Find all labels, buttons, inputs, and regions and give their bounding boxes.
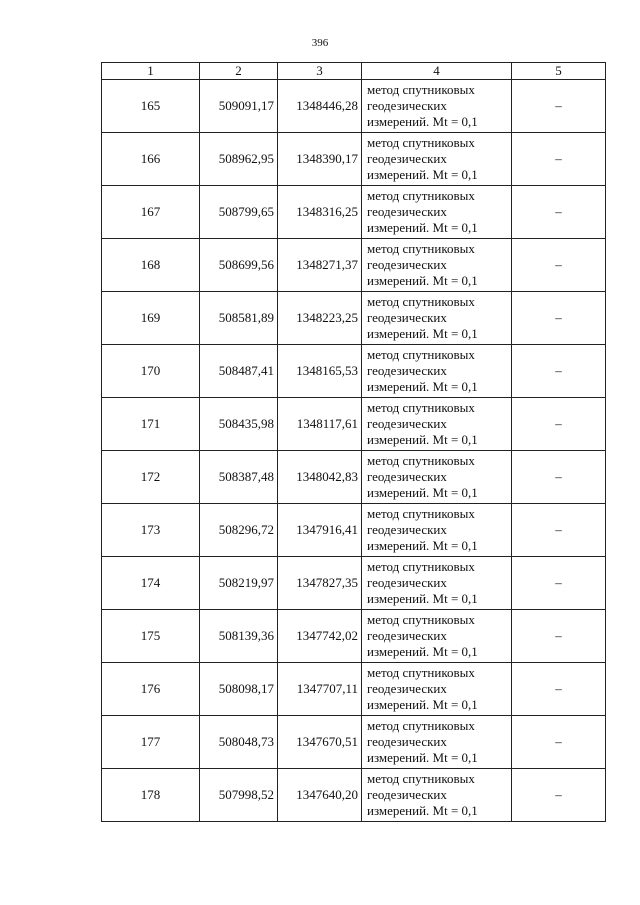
point-number-cell: 172 (102, 451, 200, 504)
table-row (102, 239, 606, 292)
x-coordinate-cell: 508799,65 (200, 186, 278, 239)
method-line: геодезических (367, 734, 447, 749)
method-line: геодезических (367, 522, 447, 537)
method-line: измерений. Mt = 0,1 (367, 644, 478, 659)
x-coordinate-cell: 508699,56 (200, 239, 278, 292)
note-cell: – (512, 345, 606, 398)
y-coordinate-cell: 1348117,61 (278, 398, 362, 451)
y-coordinate-cell: 1347640,20 (278, 769, 362, 822)
page-number: 396 (311, 37, 329, 49)
method-line: геодезических (367, 469, 447, 484)
point-number-cell: 165 (102, 80, 200, 133)
method-line: измерений. Mt = 0,1 (367, 803, 478, 818)
method-cell (362, 663, 512, 716)
note-cell: – (512, 239, 606, 292)
method-line: измерений. Mt = 0,1 (367, 750, 478, 765)
y-coordinate-cell: 1348223,25 (278, 292, 362, 345)
note-cell: – (512, 663, 606, 716)
method-line: измерений. Mt = 0,1 (367, 273, 478, 288)
note-cell: – (512, 80, 606, 133)
column-header-3: 3 (278, 63, 362, 80)
point-number-cell: 166 (102, 133, 200, 186)
column-header-1: 1 (102, 63, 200, 80)
point-number-cell: 167 (102, 186, 200, 239)
method-line: геодезических (367, 787, 447, 802)
method-line: измерений. Mt = 0,1 (367, 220, 478, 235)
note-cell: – (512, 451, 606, 504)
x-coordinate-cell: 508219,97 (200, 557, 278, 610)
point-number-cell: 173 (102, 504, 200, 557)
method-cell (362, 133, 512, 186)
method-line: метод спутниковых (367, 347, 475, 362)
column-header-5: 5 (512, 63, 606, 80)
x-coordinate-cell: 507998,52 (200, 769, 278, 822)
x-coordinate-cell: 508387,48 (200, 451, 278, 504)
point-number-cell: 171 (102, 398, 200, 451)
y-coordinate-cell: 1347670,51 (278, 716, 362, 769)
method-line: метод спутниковых (367, 400, 475, 415)
table-row (102, 451, 606, 504)
method-cell (362, 610, 512, 663)
method-line: измерений. Mt = 0,1 (367, 697, 478, 712)
table-row (102, 345, 606, 398)
method-cell (362, 345, 512, 398)
method-line: геодезических (367, 416, 447, 431)
table-row (102, 504, 606, 557)
point-number-cell: 170 (102, 345, 200, 398)
y-coordinate-cell: 1348316,25 (278, 186, 362, 239)
x-coordinate-cell: 508139,36 (200, 610, 278, 663)
table-row (102, 133, 606, 186)
method-line: метод спутниковых (367, 665, 475, 680)
point-number-cell: 169 (102, 292, 200, 345)
note-cell: – (512, 716, 606, 769)
y-coordinate-cell: 1347916,41 (278, 504, 362, 557)
table-row (102, 186, 606, 239)
table-row (102, 769, 606, 822)
table-header-row (102, 63, 606, 80)
method-cell (362, 398, 512, 451)
method-line: измерений. Mt = 0,1 (367, 114, 478, 129)
method-cell (362, 451, 512, 504)
method-line: геодезических (367, 98, 447, 113)
point-number-cell: 175 (102, 610, 200, 663)
method-cell (362, 186, 512, 239)
method-cell (362, 292, 512, 345)
method-line: метод спутниковых (367, 506, 475, 521)
method-line: измерений. Mt = 0,1 (367, 167, 478, 182)
x-coordinate-cell: 508962,95 (200, 133, 278, 186)
method-line: геодезических (367, 575, 447, 590)
y-coordinate-cell: 1348390,17 (278, 133, 362, 186)
x-coordinate-cell: 508098,17 (200, 663, 278, 716)
method-line: измерений. Mt = 0,1 (367, 379, 478, 394)
method-line: метод спутниковых (367, 453, 475, 468)
x-coordinate-cell: 509091,17 (200, 80, 278, 133)
y-coordinate-cell: 1348271,37 (278, 239, 362, 292)
y-coordinate-cell: 1347742,02 (278, 610, 362, 663)
coordinates-table (101, 62, 606, 822)
method-line: метод спутниковых (367, 612, 475, 627)
note-cell: – (512, 292, 606, 345)
method-line: геодезических (367, 681, 447, 696)
x-coordinate-cell: 508581,89 (200, 292, 278, 345)
x-coordinate-cell: 508435,98 (200, 398, 278, 451)
x-coordinate-cell: 508296,72 (200, 504, 278, 557)
method-line: метод спутниковых (367, 82, 475, 97)
column-header-2: 2 (200, 63, 278, 80)
point-number-cell: 168 (102, 239, 200, 292)
x-coordinate-cell: 508048,73 (200, 716, 278, 769)
method-line: геодезических (367, 257, 447, 272)
method-cell (362, 80, 512, 133)
table-row (102, 716, 606, 769)
note-cell: – (512, 186, 606, 239)
method-line: измерений. Mt = 0,1 (367, 432, 478, 447)
point-number-cell: 177 (102, 716, 200, 769)
column-header-4: 4 (362, 63, 512, 80)
note-cell: – (512, 610, 606, 663)
note-cell: – (512, 133, 606, 186)
method-line: измерений. Mt = 0,1 (367, 326, 478, 341)
method-line: измерений. Mt = 0,1 (367, 485, 478, 500)
method-cell (362, 716, 512, 769)
method-cell (362, 504, 512, 557)
y-coordinate-cell: 1347707,11 (278, 663, 362, 716)
point-number-cell: 174 (102, 557, 200, 610)
table-row (102, 80, 606, 133)
method-line: геодезических (367, 204, 447, 219)
y-coordinate-cell: 1348042,83 (278, 451, 362, 504)
method-cell (362, 239, 512, 292)
method-line: метод спутниковых (367, 559, 475, 574)
table-row (102, 292, 606, 345)
point-number-cell: 178 (102, 769, 200, 822)
x-coordinate-cell: 508487,41 (200, 345, 278, 398)
method-line: геодезических (367, 310, 447, 325)
method-line: измерений. Mt = 0,1 (367, 538, 478, 553)
y-coordinate-cell: 1347827,35 (278, 557, 362, 610)
note-cell: – (512, 557, 606, 610)
method-line: метод спутниковых (367, 241, 475, 256)
y-coordinate-cell: 1348165,53 (278, 345, 362, 398)
table-row (102, 557, 606, 610)
method-cell (362, 769, 512, 822)
table-row (102, 610, 606, 663)
note-cell: – (512, 769, 606, 822)
method-line: метод спутниковых (367, 188, 475, 203)
method-line: метод спутниковых (367, 294, 475, 309)
y-coordinate-cell: 1348446,28 (278, 80, 362, 133)
method-line: геодезических (367, 151, 447, 166)
table-row (102, 398, 606, 451)
note-cell: – (512, 504, 606, 557)
method-line: геодезических (367, 628, 447, 643)
method-line: метод спутниковых (367, 771, 475, 786)
note-cell: – (512, 398, 606, 451)
point-number-cell: 176 (102, 663, 200, 716)
method-line: метод спутниковых (367, 135, 475, 150)
table-body (102, 80, 606, 822)
method-line: метод спутниковых (367, 718, 475, 733)
method-line: измерений. Mt = 0,1 (367, 591, 478, 606)
table-row (102, 663, 606, 716)
method-cell (362, 557, 512, 610)
method-line: геодезических (367, 363, 447, 378)
